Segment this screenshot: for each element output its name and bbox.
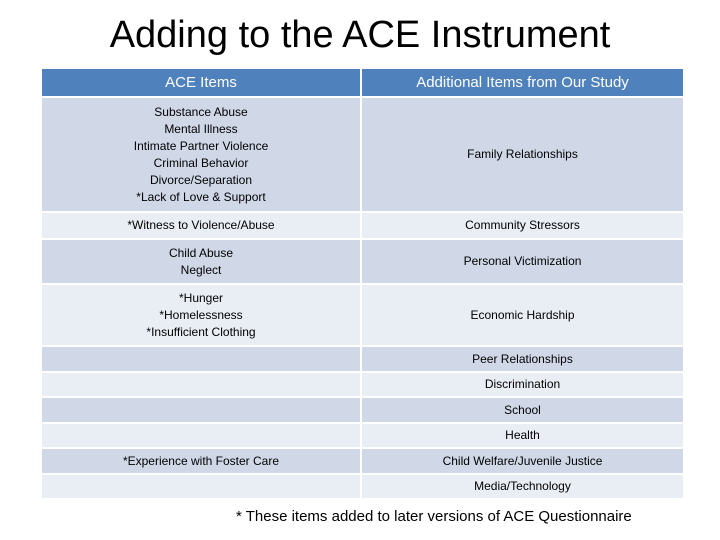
ace-item-text: Criminal Behavior xyxy=(153,155,249,170)
additional-item-text: Child Welfare/Juvenile Justice xyxy=(442,453,603,468)
ace-item-cell xyxy=(42,345,362,371)
ace-item-cell xyxy=(42,283,362,345)
header-ace-items: ACE Items xyxy=(42,69,362,96)
additional-item-cell xyxy=(362,238,683,283)
table-row xyxy=(42,422,683,447)
additional-item-text: Discrimination xyxy=(484,377,561,391)
additional-item-cell xyxy=(362,447,683,473)
additional-item-cell xyxy=(362,345,683,371)
ace-item-text: *Hunger xyxy=(178,290,224,305)
ace-item-text: *Experience with Foster Care xyxy=(122,453,280,468)
table-row xyxy=(42,396,683,422)
additional-item-text: School xyxy=(504,402,541,417)
ace-item-text: Child Abuse xyxy=(168,245,234,260)
ace-item-cell xyxy=(42,396,362,422)
ace-item-text: *Insufficient Clothing xyxy=(146,324,256,339)
additional-item-text: Family Relationships xyxy=(467,147,578,161)
additional-item-cell xyxy=(362,473,683,498)
page-title: Adding to the ACE Instrument xyxy=(109,14,611,56)
ace-item-text: Mental Illness xyxy=(164,121,238,136)
ace-item-cell xyxy=(42,238,362,283)
ace-item-text: Intimate Partner Violence xyxy=(133,138,269,153)
ace-item-text: *Witness to Violence/Abuse xyxy=(127,218,275,232)
additional-item-text: Health xyxy=(505,428,540,442)
ace-item-cell xyxy=(42,211,362,238)
table-row xyxy=(42,96,683,211)
header-additional-items: Additional Items from Our Study xyxy=(362,69,683,96)
ace-item-text: *Lack of Love & Support xyxy=(136,189,266,204)
additional-item-cell xyxy=(362,283,683,345)
table-row xyxy=(42,473,683,498)
ace-item-text: Neglect xyxy=(180,262,222,277)
additional-item-cell xyxy=(362,96,683,211)
table-row xyxy=(42,447,683,473)
additional-item-text: Economic Hardship xyxy=(470,307,575,322)
table-row xyxy=(42,238,683,283)
ace-item-cell xyxy=(42,447,362,473)
additional-item-cell xyxy=(362,422,683,447)
ace-item-cell xyxy=(42,371,362,396)
ace-item-cell xyxy=(42,96,362,211)
table-row xyxy=(42,211,683,238)
additional-item-text: Media/Technology xyxy=(474,479,571,493)
footnote: * These items added to later versions of ACE Questionnaire xyxy=(236,508,632,525)
ace-item-cell xyxy=(42,422,362,447)
additional-item-text: Community Stressors xyxy=(465,218,580,232)
additional-item-cell xyxy=(362,211,683,238)
ace-item-text: Substance Abuse xyxy=(154,104,248,119)
ace-item-text: *Homelessness xyxy=(159,307,243,322)
additional-item-cell xyxy=(362,396,683,422)
ace-item-text: Divorce/Separation xyxy=(149,172,253,187)
table-row xyxy=(42,345,683,371)
table-row xyxy=(42,371,683,396)
additional-item-text: Personal Victimization xyxy=(463,254,582,268)
additional-item-cell xyxy=(362,371,683,396)
additional-item-text: Peer Relationships xyxy=(472,351,573,366)
table-row xyxy=(42,283,683,345)
table-body xyxy=(42,96,683,498)
table-header-row xyxy=(42,69,683,96)
ace-items-table xyxy=(42,69,683,498)
ace-item-cell xyxy=(42,473,362,498)
